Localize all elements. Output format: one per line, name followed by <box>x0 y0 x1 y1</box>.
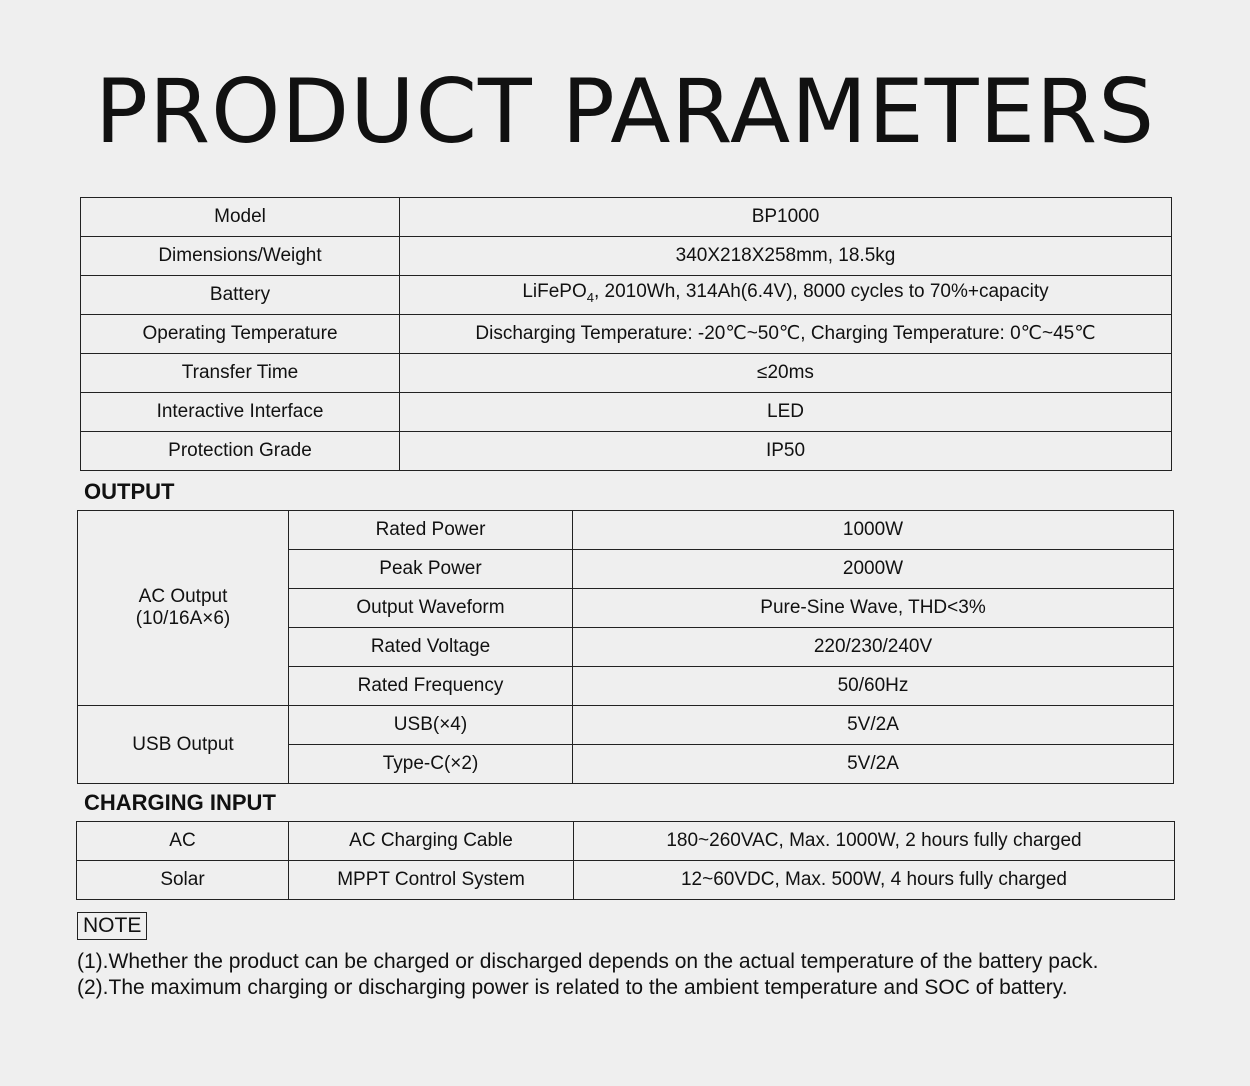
spec-label-dimensions: Dimensions/Weight <box>81 237 400 276</box>
spec-value-protection-grade: IP50 <box>400 432 1172 471</box>
charging-source-solar: Solar <box>77 861 289 900</box>
spec-value-model: BP1000 <box>400 198 1172 237</box>
charging-input-table <box>76 821 1175 900</box>
table-row <box>78 511 1174 550</box>
output-value-rated-frequency: 50/60Hz <box>573 667 1174 706</box>
charging-source-ac: AC <box>77 822 289 861</box>
ac-output-group-label <box>78 511 289 706</box>
charging-value-ac: 180~260VAC, Max. 1000W, 2 hours fully charged <box>574 822 1175 861</box>
spec-label-model: Model <box>81 198 400 237</box>
page-title: PRODUCT PARAMETERS <box>94 60 1156 163</box>
spec-label-interactive-interface: Interactive Interface <box>81 393 400 432</box>
output-label-type-c: Type-C(×2) <box>289 745 573 784</box>
battery-chemistry: LiFePO <box>522 281 587 303</box>
output-label-waveform: Output Waveform <box>289 589 573 628</box>
battery-details: , 2010Wh, 314Ah(6.4V), 8000 cycles to 70%+capacity <box>593 281 1049 303</box>
output-value-rated-power: 1000W <box>573 511 1174 550</box>
spec-table <box>80 197 1172 471</box>
spec-label-operating-temperature: Operating Temperature <box>81 315 400 354</box>
output-value-rated-voltage: 220/230/240V <box>573 628 1174 667</box>
charging-label-ac-cable: AC Charging Cable <box>289 822 574 861</box>
spec-value-dimensions: 340X218X258mm, 18.5kg <box>400 237 1172 276</box>
spec-label-transfer-time: Transfer Time <box>81 354 400 393</box>
note-line-2: (2).The maximum charging or discharging power is related to the ambient temperature and SOC of battery. <box>77 976 1068 999</box>
table-row <box>78 706 1174 745</box>
notes <box>77 949 1227 1001</box>
spec-label-battery: Battery <box>81 276 400 315</box>
spec-value-transfer-time: ≤20ms <box>400 354 1172 393</box>
spec-label-protection-grade: Protection Grade <box>81 432 400 471</box>
charging-input-heading: CHARGING INPUT <box>84 790 276 815</box>
spec-value-operating-temperature: Discharging Temperature: -20℃~50℃, Charging Temperature: 0℃~45℃ <box>400 315 1172 354</box>
table-row <box>81 198 1172 237</box>
note-line-1: (1).Whether the product can be charged or discharged depends on the actual temperature of the battery pack. <box>77 950 1099 973</box>
output-heading: OUTPUT <box>84 479 175 504</box>
table-row <box>81 393 1172 432</box>
output-label-peak-power: Peak Power <box>289 550 573 589</box>
note-label: NOTE <box>77 912 147 940</box>
table-row <box>81 315 1172 354</box>
table-row <box>81 237 1172 276</box>
output-table <box>77 510 1174 784</box>
table-row <box>81 276 1172 315</box>
output-label-usb: USB(×4) <box>289 706 573 745</box>
usb-output-group-label: USB Output <box>78 706 289 784</box>
table-row <box>77 861 1175 900</box>
output-label-rated-voltage: Rated Voltage <box>289 628 573 667</box>
spec-value-battery <box>400 276 1172 315</box>
output-label-rated-frequency: Rated Frequency <box>289 667 573 706</box>
output-label-rated-power: Rated Power <box>289 511 573 550</box>
ac-output-rating: (10/16A×6) <box>135 608 231 629</box>
output-value-peak-power: 2000W <box>573 550 1174 589</box>
charging-label-mppt: MPPT Control System <box>289 861 574 900</box>
table-row <box>81 432 1172 471</box>
ac-output-label: AC Output <box>138 586 228 607</box>
spec-value-interactive-interface: LED <box>400 393 1172 432</box>
output-value-usb: 5V/2A <box>573 706 1174 745</box>
output-value-waveform: Pure-Sine Wave, THD<3% <box>573 589 1174 628</box>
charging-value-solar: 12~60VDC, Max. 500W, 4 hours fully charged <box>574 861 1175 900</box>
battery-chemistry-subscript: 4 <box>586 289 594 305</box>
table-row <box>81 354 1172 393</box>
output-value-type-c: 5V/2A <box>573 745 1174 784</box>
table-row <box>77 822 1175 861</box>
